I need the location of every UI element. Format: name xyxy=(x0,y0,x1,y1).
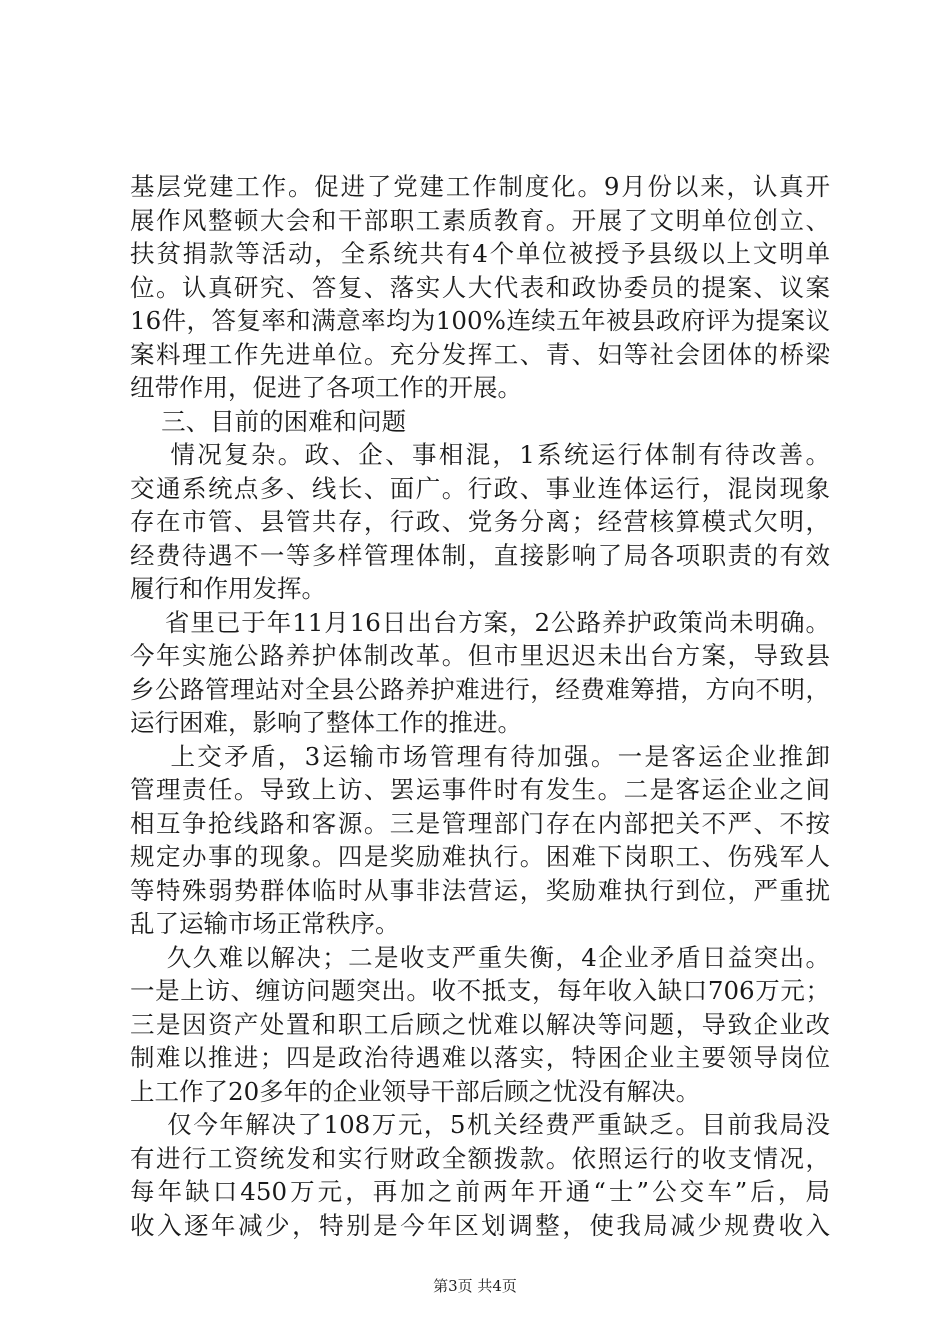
text-line: 有进行工资统发和实行财政全额拨款。依照运行的收支情况， xyxy=(130,1143,830,1173)
text-line: 省里已于年11月16日出台方案，2公路养护政策尚未明确。 xyxy=(130,607,830,637)
text-line: 乱了运输市场正常秩序。 xyxy=(130,909,400,938)
text-line: 案料理工作先进单位。充分发挥工、青、妇等社会团体的桥梁 xyxy=(130,339,830,369)
text-line: 运行困难，影响了整体工作的推进。 xyxy=(130,708,522,737)
document-body xyxy=(130,170,830,1242)
text-line: 今年实施公路养护体制改革。但市里迟迟未出台方案，导致县 xyxy=(130,641,830,670)
text-line: 相互争抢线路和客源。三是管理部门存在内部把关不严、不按 xyxy=(130,808,830,838)
page-number-footer: 第3页 共4页 xyxy=(433,1277,517,1295)
text-line: 存在市管、县管共存，行政、党务分离；经营核算模式欠明， xyxy=(130,507,830,536)
text-line: 乡公路管理站对全县公路养护难进行，经费难筹措，方向不明， xyxy=(130,674,830,704)
text-line: 履行和作用发挥。 xyxy=(130,574,326,603)
text-line: 交通系统点多、线长、面广。行政、事业连体运行，混岗现象 xyxy=(130,473,830,503)
text-line: 展作风整顿大会和干部职工素质教育。开展了文明单位创立、 xyxy=(130,205,830,235)
text-line: 扶贫捐款等活动，全系统共有4个单位被授予县级以上文明单 xyxy=(130,239,830,268)
text-line: 久久难以解决；二是收支严重失衡，4企业矛盾日益突出。 xyxy=(130,942,830,972)
text-line: 每年缺口450万元，再加之前两年开通“士”公交车”后，局 xyxy=(130,1177,830,1206)
text-line: 位。认真研究、答复、落实人大代表和政协委员的提案、议案 xyxy=(130,272,830,302)
text-line: 收入逐年减少，特别是今年区划调整，使我局减少规费收入 xyxy=(130,1210,830,1240)
text-line: 经费待遇不一等多样管理体制，直接影响了局各项职责的有效 xyxy=(130,540,830,570)
text-line: 管理责任。导致上访、罢运事件时有发生。二是客运企业之间 xyxy=(130,775,830,804)
text-line: 基层党建工作。促进了党建工作制度化。9月份以来，认真开 xyxy=(130,172,830,201)
text-line: 情况复杂。政、企、事相混，1系统运行体制有待改善。 xyxy=(130,440,830,469)
text-line: 上工作了20多年的企业领导干部后顾之忧没有解决。 xyxy=(130,1076,701,1106)
text-line: 仅今年解决了108万元，5机关经费严重缺乏。目前我局没 xyxy=(130,1110,830,1139)
section-heading: 三、目前的困难和问题 xyxy=(130,406,407,436)
text-line: 一是上访、缠访问题突出。收不抵支，每年收入缺口706万元； xyxy=(130,976,830,1005)
text-line: 三是因资产处置和职工后顾之忧难以解决等问题，导致企业改 xyxy=(130,1009,830,1039)
text-line: 16件，答复率和满意率均为100%连续五年被县政府评为提案议 xyxy=(130,306,830,335)
text-line: 纽带作用，促进了各项工作的开展。 xyxy=(130,373,522,402)
text-line: 制难以推进；四是政治待遇难以落实，特困企业主要领导岗位 xyxy=(130,1043,830,1072)
text-line: 规定办事的现象。四是奖励难执行。困难下岗职工、伤残军人 xyxy=(130,842,830,871)
text-line: 上交矛盾，3运输市场管理有待加强。一是客运企业推卸 xyxy=(130,741,830,771)
text-line: 等特殊弱势群体临时从事非法营运，奖励难执行到位，严重扰 xyxy=(130,875,830,905)
